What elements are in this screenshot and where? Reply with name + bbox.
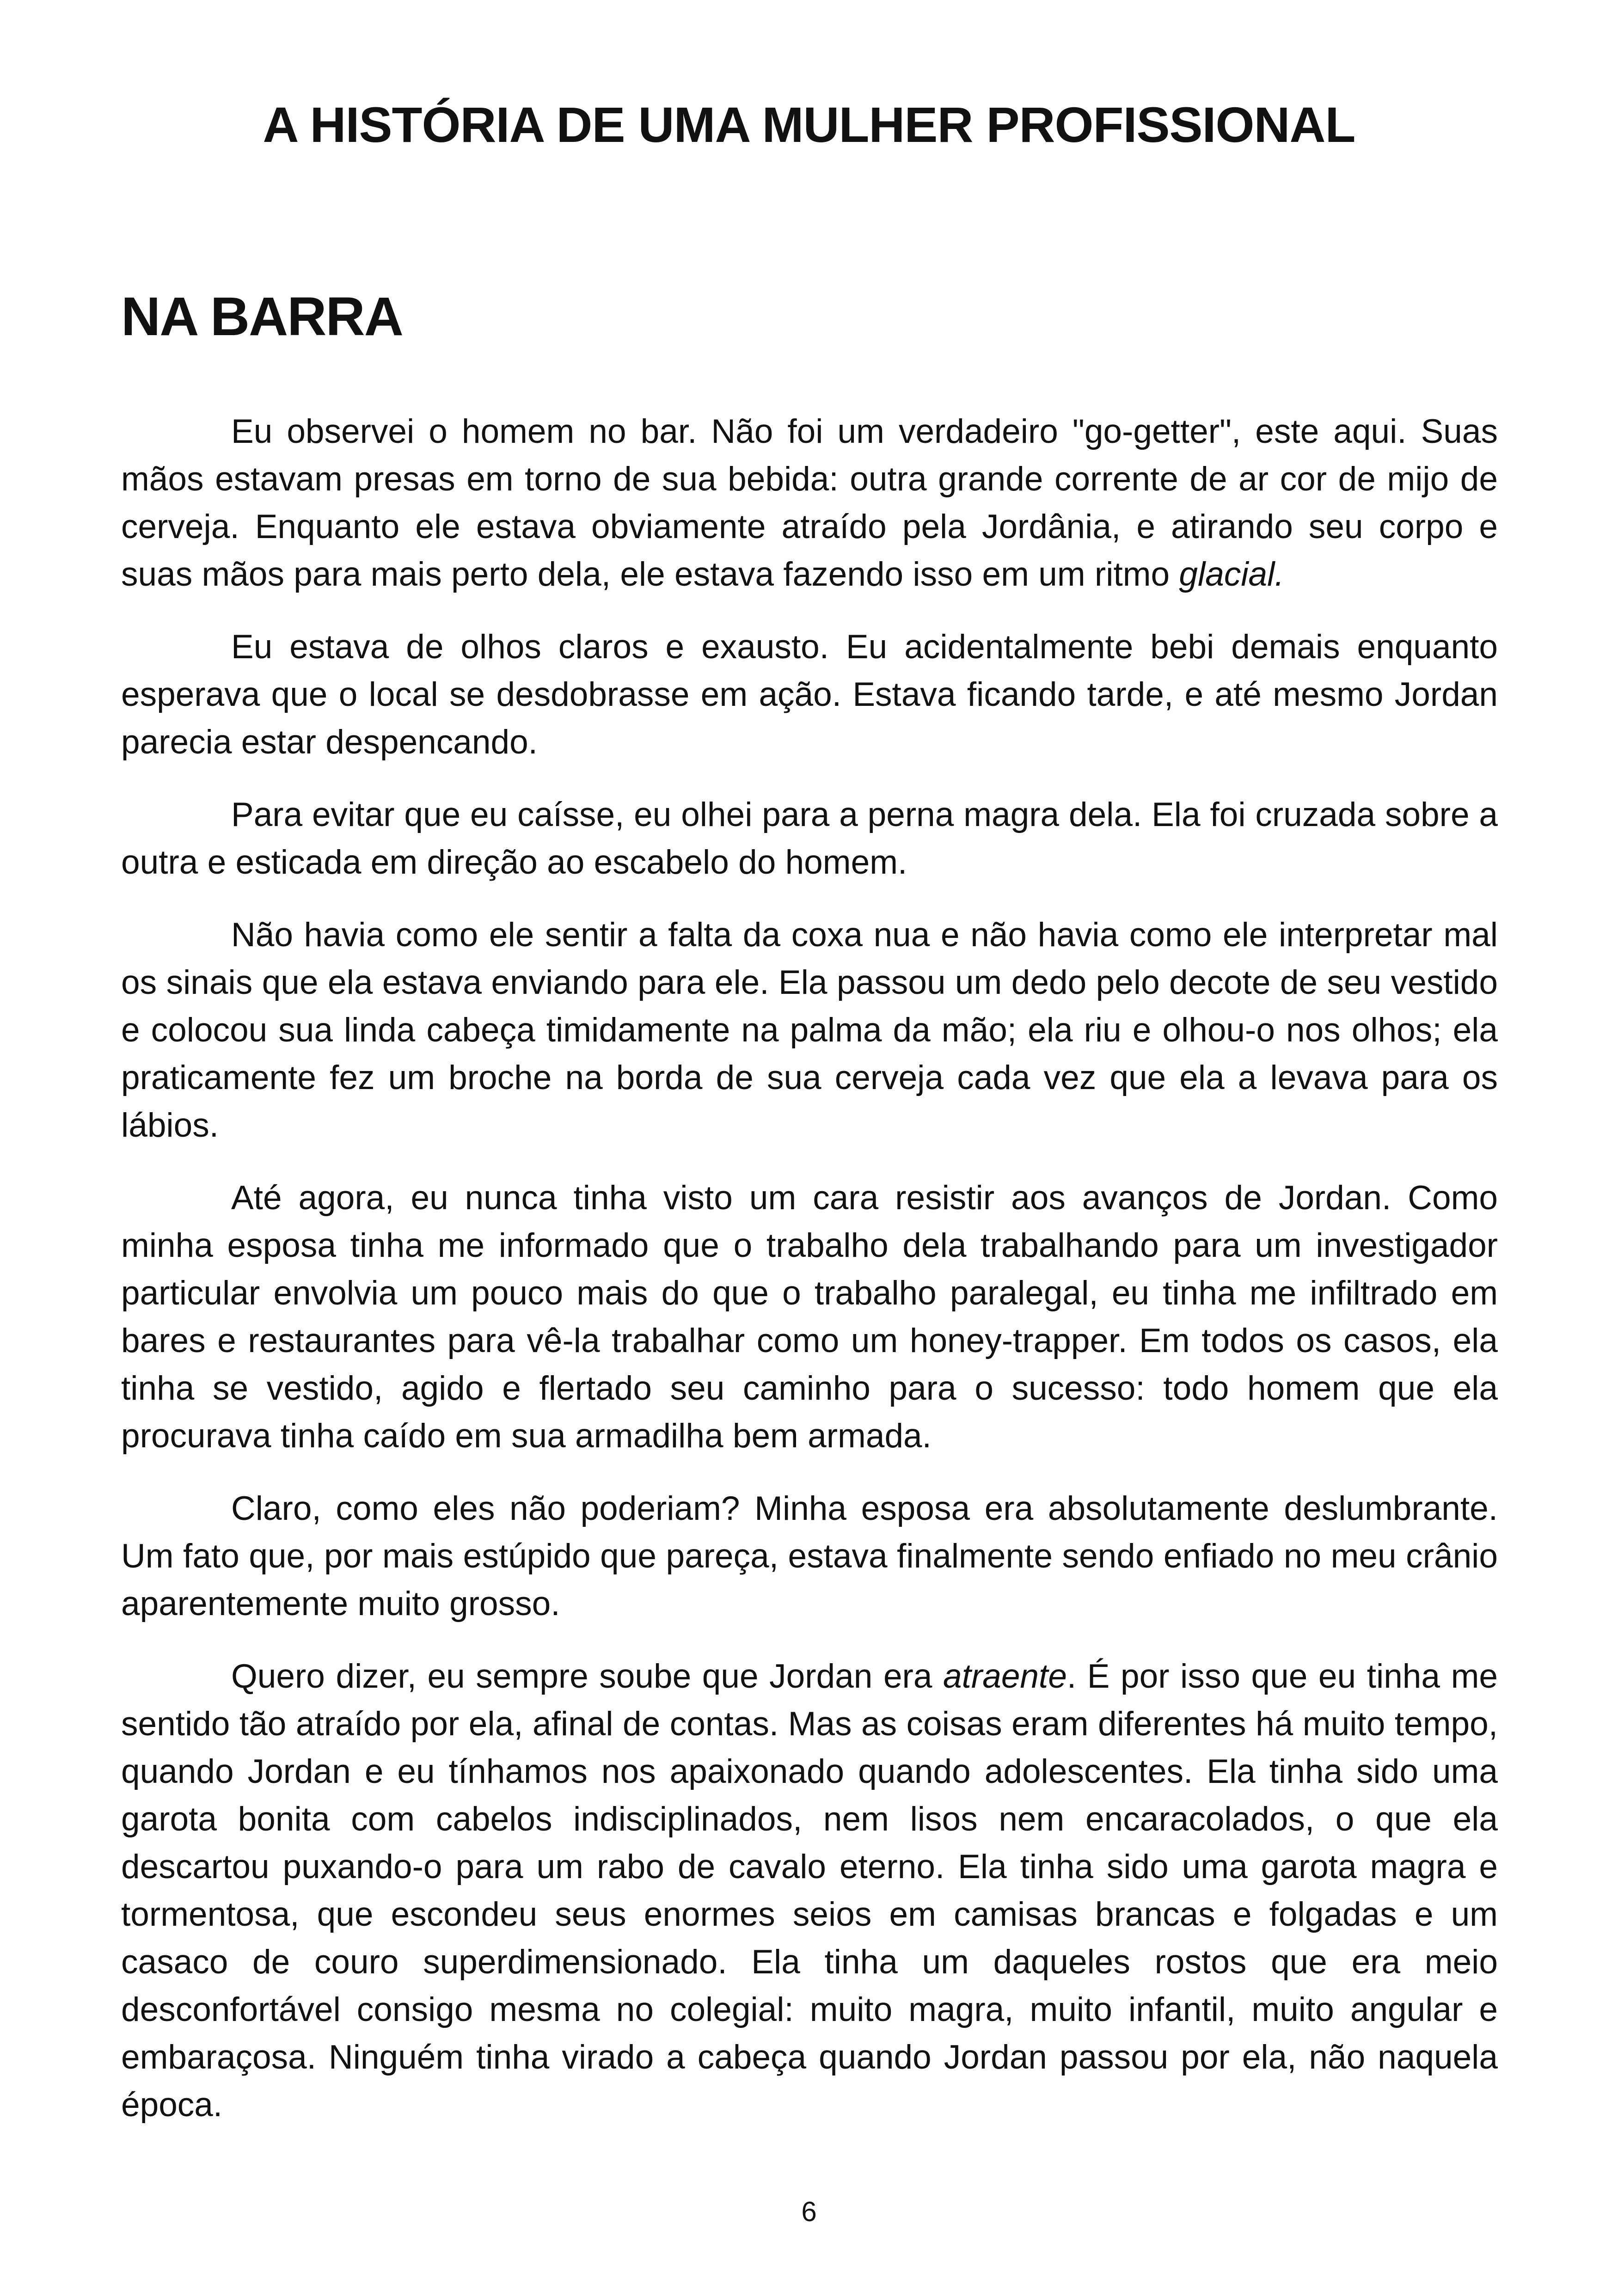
paragraph-1: Eu observei o homem no bar. Não foi um verdadeiro "go-getter", este aqui. Suas mãos estavam presas em torno de sua bebida: outra grande corrente de ar cor de mijo de cerveja. Enquanto ele estava obviamente atraído pela Jordânia, e atirando seu corpo e suas mãos para mais perto dela, ele estava fazendo isso em um ritmo glacial.	[121, 413, 1498, 593]
paragraph-5: Até agora, eu nunca tinha visto um cara resistir aos avanços de Jordan. Como minha esposa tinha me informado que o trabalho dela trabalhando para um investigador particular envolvia um pouco mais do que o trabalho paralegal, eu tinha me infiltrado em bares e restaurantes para vê-la trabalhar como um honey-trapper. Em todos os casos, ela tinha se vestido, agido e flertado seu caminho para o sucesso: todo homem que ela procurava tinha caído em sua armadilha bem armada.	[121, 1179, 1498, 1455]
paragraph-7: Quero dizer, eu sempre soube que Jordan era atraente. É por isso que eu tinha me sentido tão atraído por ela, afinal de contas. Mas as coisas eram diferentes há muito tempo, quando Jordan e eu tínhamos nos apaixonado quando adolescentes. Ela tinha sido uma garota bonita com cabelos indisciplinados, nem lisos nem encaracolados, o que ela descartou puxando-o para um rabo de cavalo eterno. Ela tinha sido uma garota magra e tormentosa, que escondeu seus enormes seios em camisas brancas e folgadas e um casaco de couro superdimensionado. Ela tinha um daqueles rostos que era meio desconfortável consigo mesma no colegial: muito magra, muito infantil, muito angular e embaraçosa. Ninguém tinha virado a cabeça quando Jordan passou por ela, não naquela época.	[121, 1658, 1498, 2124]
paragraph-4: Não havia como ele sentir a falta da coxa nua e não havia como ele interpretar mal os sinais que ela estava enviando para ele. Ela passou um dedo pelo decote de seu vestido e colocou sua linda cabeça timidamente na palma da mão; ela riu e olhou-o nos olhos; ela praticamente fez um broche na borda de sua cerveja cada vez que ela a levava para os lábios.	[121, 916, 1498, 1144]
chapter-title: NA BARRA	[121, 286, 403, 347]
book-title: A HISTÓRIA DE UMA MULHER PROFISSIONAL	[263, 97, 1355, 153]
page-number: 6	[801, 2196, 817, 2227]
paragraph-3: Para evitar que eu caísse, eu olhei para a perna magra dela. Ela foi cruzada sobre a outra e esticada em direção ao escabelo do homem.	[121, 796, 1498, 881]
paragraph-6: Claro, como eles não poderiam? Minha esposa era absolutamente deslumbrante. Um fato que, por mais estúpido que pareça, estava finalmente sendo enfiado no meu crânio aparentemente muito grosso.	[121, 1490, 1498, 1623]
body-text	[121, 408, 1498, 2154]
paragraph-2: Eu estava de olhos claros e exausto. Eu acidentalmente bebi demais enquanto esperava que o local se desdobrasse em ação. Estava ficando tarde, e até mesmo Jordan parecia estar despencando.	[121, 628, 1498, 761]
